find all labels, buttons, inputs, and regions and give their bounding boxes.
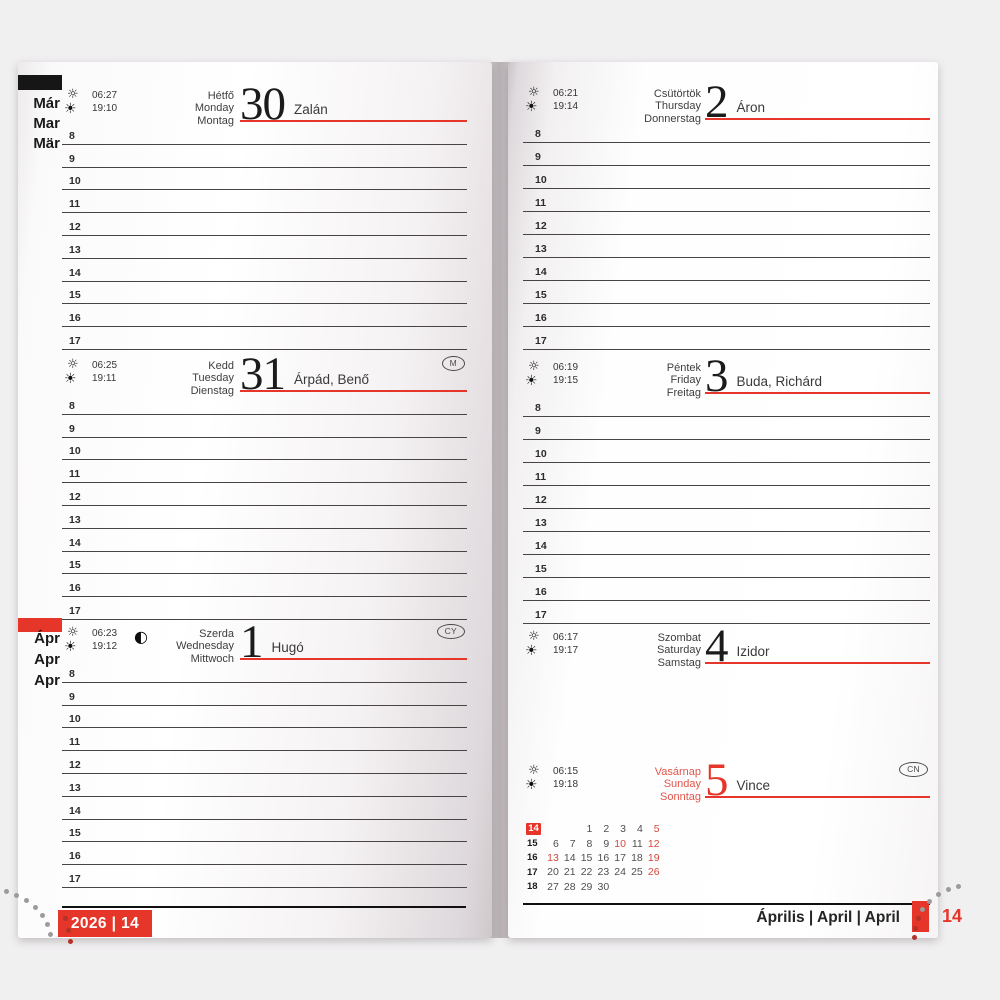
hour-label: 8 (535, 128, 541, 140)
hour-row (62, 865, 467, 888)
day-header-friday (523, 350, 930, 402)
hour-grid (62, 122, 467, 350)
hour-label: 12 (69, 490, 81, 503)
hour-row (62, 460, 467, 483)
day-number-line (705, 608, 930, 672)
mini-cal-day: 10 (614, 837, 626, 850)
sunrise-icon: ☼ (528, 359, 540, 374)
mini-cal-day: 9 (603, 837, 610, 850)
hour-label: 13 (69, 781, 81, 794)
mini-cal-day: 5 (653, 823, 660, 836)
march-margin-labels (18, 94, 60, 154)
hour-row (523, 166, 930, 189)
day-number: 2 (705, 76, 728, 128)
hour-row (523, 304, 930, 327)
mini-cal-week-number: 17 (527, 866, 538, 878)
sunrise-time: 06:23 (92, 628, 118, 639)
hour-row (62, 751, 467, 774)
left-footer-rule (62, 906, 466, 908)
day-number-line (240, 66, 467, 130)
hour-label: 11 (69, 468, 81, 481)
mini-cal-day: 23 (597, 866, 610, 879)
hour-label: 10 (69, 175, 81, 188)
day-number-line (240, 336, 467, 400)
hour-label: 9 (535, 425, 541, 437)
day-number-line (705, 338, 930, 402)
sunrise-time: 06:25 (92, 360, 118, 371)
sunrise-icon: ☼ (528, 629, 540, 644)
moon-phase-icon: ◐ (134, 627, 148, 646)
mini-cal-day: 8 (586, 837, 593, 850)
hour-row (62, 190, 467, 213)
sunrise-time: 06:15 (553, 766, 579, 777)
hour-label: 8 (69, 399, 75, 412)
dot (48, 932, 53, 937)
hour-label: 8 (535, 402, 541, 414)
hour-row (523, 120, 930, 143)
sunset-icon: ☀ (64, 101, 77, 117)
sunset-time: 19:12 (92, 640, 118, 652)
mini-cal-day: 16 (597, 851, 610, 864)
sunrise-time: 06:21 (553, 88, 579, 99)
mini-cal-day: 22 (580, 866, 593, 879)
mini-cal-day: 7 (569, 837, 576, 850)
mini-cal-day: 14 (563, 851, 576, 864)
sunset-time: 19:15 (553, 374, 579, 386)
hour-row (62, 574, 467, 597)
mini-cal-day: 27 (547, 880, 559, 893)
mini-cal-day: 3 (620, 823, 626, 836)
month-label-hu: Ápr (34, 630, 60, 647)
hour-row (523, 281, 930, 304)
mini-cal-week-number: 15 (527, 838, 538, 850)
mini-cal-day: 15 (580, 851, 593, 864)
hour-grid (523, 120, 930, 350)
hour-label: 17 (69, 872, 81, 885)
sunset-time: 19:18 (553, 778, 579, 790)
hour-label: 16 (69, 850, 81, 863)
dot (14, 893, 19, 898)
mini-cal-day: 20 (547, 866, 559, 879)
hour-row (523, 578, 930, 601)
month-label-de: Mär (33, 135, 60, 152)
day-name-hu: Péntek (666, 361, 701, 374)
hour-label: 14 (69, 266, 81, 279)
dot (956, 884, 961, 889)
hour-row (62, 683, 467, 706)
sunrise-icon: ☼ (67, 87, 79, 102)
day-name-en: Wednesday (176, 640, 234, 653)
day-name-de: Dienstag (190, 385, 234, 398)
hour-row (62, 483, 467, 506)
day-name-en: Thursday (655, 100, 701, 113)
day-header-wednesday (62, 616, 467, 668)
hour-row (523, 235, 930, 258)
day-name-de: Montag (197, 115, 234, 128)
hour-label: 12 (535, 220, 547, 232)
mini-cal-day: 17 (614, 851, 626, 864)
hour-label: 13 (535, 517, 547, 529)
mini-cal-day: 11 (631, 837, 643, 850)
day-names (523, 632, 701, 670)
hour-row (62, 506, 467, 529)
sunset-icon: ☀ (64, 639, 77, 655)
hour-label: 8 (69, 129, 75, 142)
left-page (18, 62, 492, 938)
mini-cal-day: 12 (647, 837, 660, 850)
day-name-en: Friday (670, 374, 701, 387)
hour-label: 10 (69, 445, 81, 458)
hour-row (523, 463, 930, 486)
name-day: Vince (736, 778, 771, 793)
day-name-en: Saturday (656, 644, 701, 657)
day-name-en: Tuesday (192, 372, 234, 385)
day-name-hu: Szombat (657, 631, 701, 644)
hour-label: 14 (535, 540, 547, 552)
hour-row (62, 842, 467, 865)
hour-row (62, 797, 467, 820)
mini-cal-day: 29 (580, 880, 593, 893)
day-names (523, 766, 701, 804)
hour-row (62, 728, 467, 751)
day-header-monday (62, 62, 467, 130)
year-week-tab: 2026 | 14 (58, 910, 152, 937)
day-name-hu: Csütörtök (653, 87, 701, 100)
hour-label: 15 (535, 563, 547, 575)
month-label-de: Apr (34, 672, 60, 689)
hour-label: 10 (535, 448, 547, 460)
sunrise-time: 06:27 (92, 90, 118, 101)
hour-label: 12 (69, 220, 81, 233)
day-header-thursday (523, 62, 930, 128)
march-edge-tab (18, 75, 62, 90)
day-block-saturday (523, 620, 930, 672)
dot (913, 926, 918, 931)
hour-label: 9 (535, 151, 541, 163)
hour-label: 9 (69, 152, 75, 165)
hour-label: 15 (69, 827, 81, 840)
day-block-thursday (523, 62, 930, 347)
hour-row (523, 212, 930, 235)
dot (916, 916, 921, 921)
name-day: Hugó (271, 640, 304, 655)
hour-label: 10 (535, 174, 547, 186)
sunrise-icon: ☼ (67, 625, 79, 640)
hour-row (62, 415, 467, 438)
right-footer-rule (523, 903, 930, 905)
hour-label: 10 (69, 713, 81, 726)
month-label-en: Mar (33, 115, 60, 132)
hour-row (523, 417, 930, 440)
day-name-de: Freitag (666, 387, 701, 400)
day-header-sunday (523, 754, 930, 806)
mini-cal-week-number: 18 (527, 881, 538, 893)
day-number: 1 (240, 616, 263, 668)
sunset-icon: ☀ (525, 99, 538, 115)
dot (920, 907, 925, 912)
hour-label: 16 (69, 312, 81, 325)
hour-label: 8 (69, 667, 75, 680)
dot (68, 939, 73, 944)
mini-cal-day: 2 (603, 823, 610, 836)
day-header-tuesday (62, 348, 467, 400)
oval-badge-m: M (442, 356, 465, 372)
sunset-icon: ☀ (525, 373, 538, 389)
hour-row (62, 168, 467, 191)
hour-row (62, 774, 467, 797)
dot (33, 905, 38, 910)
hour-label: 15 (69, 559, 81, 572)
sunset-icon: ☀ (64, 371, 77, 387)
dot (63, 916, 68, 921)
mini-cal-day: 26 (647, 866, 660, 879)
hour-label: 11 (69, 198, 81, 211)
hour-label: 11 (535, 471, 547, 483)
day-number: 4 (705, 620, 728, 672)
hour-row (523, 394, 930, 417)
hour-label: 17 (69, 334, 81, 347)
sunset-time: 19:11 (92, 372, 117, 384)
sunrise-time: 06:19 (553, 362, 579, 373)
hour-row (62, 122, 467, 145)
hour-row (62, 213, 467, 236)
right-page (508, 62, 938, 938)
hour-row (523, 258, 930, 281)
dot (936, 892, 941, 897)
hour-label: 16 (69, 582, 81, 595)
day-name-hu: Vasárnap (654, 765, 701, 778)
day-name-de: Sonntag (660, 791, 701, 804)
hour-row (523, 555, 930, 578)
sunset-icon: ☀ (525, 777, 538, 793)
hour-label: 11 (535, 197, 547, 209)
mini-cal-day: 19 (647, 851, 660, 864)
hour-grid (523, 394, 930, 624)
day-name-de: Donnerstag (644, 113, 701, 126)
dot (40, 913, 45, 918)
hour-row (62, 145, 467, 168)
hour-label: 12 (535, 494, 547, 506)
sunset-time: 19:10 (92, 102, 118, 114)
month-footer-label: Április | April | April (756, 909, 900, 926)
hour-row (62, 529, 467, 552)
hour-row (62, 282, 467, 305)
dot (912, 935, 917, 940)
hour-label: 13 (69, 243, 81, 256)
name-day: Áron (736, 100, 766, 115)
hour-row (62, 706, 467, 729)
day-number-line (705, 64, 930, 128)
day-block-sunday (523, 754, 930, 806)
day-number: 31 (240, 348, 285, 400)
sunrise-icon: ☼ (528, 85, 540, 100)
day-number-line (705, 742, 930, 806)
oval-badge-cy: CY (437, 624, 465, 640)
hour-label: 12 (69, 758, 81, 771)
sunrise-icon: ☼ (67, 357, 79, 372)
hour-grid (62, 392, 467, 620)
hour-row (523, 486, 930, 509)
hour-label: 14 (69, 804, 81, 817)
mini-cal-week-number: 16 (527, 852, 538, 864)
mini-cal-day: 1 (586, 823, 593, 836)
april-margin-labels (18, 628, 60, 691)
sunrise-time: 06:17 (553, 632, 579, 643)
hour-row (62, 259, 467, 282)
hour-row (523, 509, 930, 532)
hour-label: 9 (69, 422, 75, 435)
hour-label: 14 (69, 536, 81, 549)
hour-row (523, 143, 930, 166)
day-number: 3 (705, 350, 728, 402)
dot (4, 889, 9, 894)
hour-label: 17 (535, 335, 547, 347)
day-block-tuesday (62, 348, 467, 617)
hour-grid (62, 660, 467, 888)
day-number: 30 (240, 78, 285, 130)
day-header-saturday (523, 620, 930, 672)
day-block-monday (62, 62, 467, 347)
month-label-hu: Már (33, 95, 60, 112)
name-day: Buda, Richárd (736, 374, 823, 389)
hour-row (523, 532, 930, 555)
hour-row (62, 438, 467, 461)
dot (927, 899, 932, 904)
hour-label: 11 (69, 736, 81, 749)
hour-row (62, 660, 467, 683)
mini-cal-day: 28 (563, 880, 576, 893)
hour-label: 13 (535, 243, 547, 255)
sunset-time: 19:14 (553, 100, 579, 112)
hour-label: 13 (69, 513, 81, 526)
day-name-de: Mittwoch (190, 653, 234, 666)
dot (24, 898, 29, 903)
hour-row (523, 189, 930, 212)
day-block-wednesday (62, 616, 467, 885)
hour-label: 15 (535, 289, 547, 301)
hour-row (523, 440, 930, 463)
mini-cal-day: 4 (636, 823, 643, 836)
hour-label: 9 (69, 690, 75, 703)
dot (66, 928, 71, 933)
day-name-hu: Szerda (199, 627, 234, 640)
edge-week-number: 14 (942, 906, 963, 926)
hour-row (62, 552, 467, 575)
mini-cal-week-number: 14 (526, 823, 541, 836)
mini-cal-day: 6 (552, 837, 559, 850)
name-day: Árpád, Benő (294, 372, 370, 387)
hour-row (62, 304, 467, 327)
mini-cal-day: 30 (597, 880, 610, 893)
mini-cal-day: 24 (614, 866, 626, 879)
hour-label: 16 (535, 586, 547, 598)
hour-row (62, 236, 467, 259)
mini-cal-day: 25 (631, 866, 643, 879)
mini-cal-day: 21 (563, 866, 576, 879)
mini-cal-day: 13 (547, 851, 559, 864)
month-label-en: Apr (34, 651, 60, 668)
mini-cal-day: 18 (631, 851, 643, 864)
hour-label: 17 (535, 609, 547, 621)
hour-label: 15 (69, 289, 81, 302)
dot (946, 887, 951, 892)
hour-label: 16 (535, 312, 547, 324)
name-day: Zalán (294, 102, 328, 117)
day-number-line (240, 604, 467, 668)
oval-badge-cn: CN (899, 762, 928, 778)
day-name-en: Monday (194, 102, 234, 115)
dot (45, 922, 50, 927)
day-name-en: Sunday (663, 778, 701, 791)
day-name-hu: Hétfő (207, 89, 234, 102)
day-block-friday (523, 350, 930, 621)
mini-month-calendar (526, 822, 663, 894)
day-name-de: Samstag (657, 657, 701, 670)
day-number: 5 (705, 754, 728, 806)
sunset-icon: ☀ (525, 643, 538, 659)
hour-row (62, 820, 467, 843)
day-name-hu: Kedd (208, 359, 234, 372)
name-day: Izidor (736, 644, 770, 659)
sunrise-icon: ☼ (528, 763, 540, 778)
hour-row (62, 392, 467, 415)
hour-label: 17 (69, 604, 81, 617)
sunset-time: 19:17 (553, 644, 579, 656)
hour-label: 14 (535, 266, 547, 278)
